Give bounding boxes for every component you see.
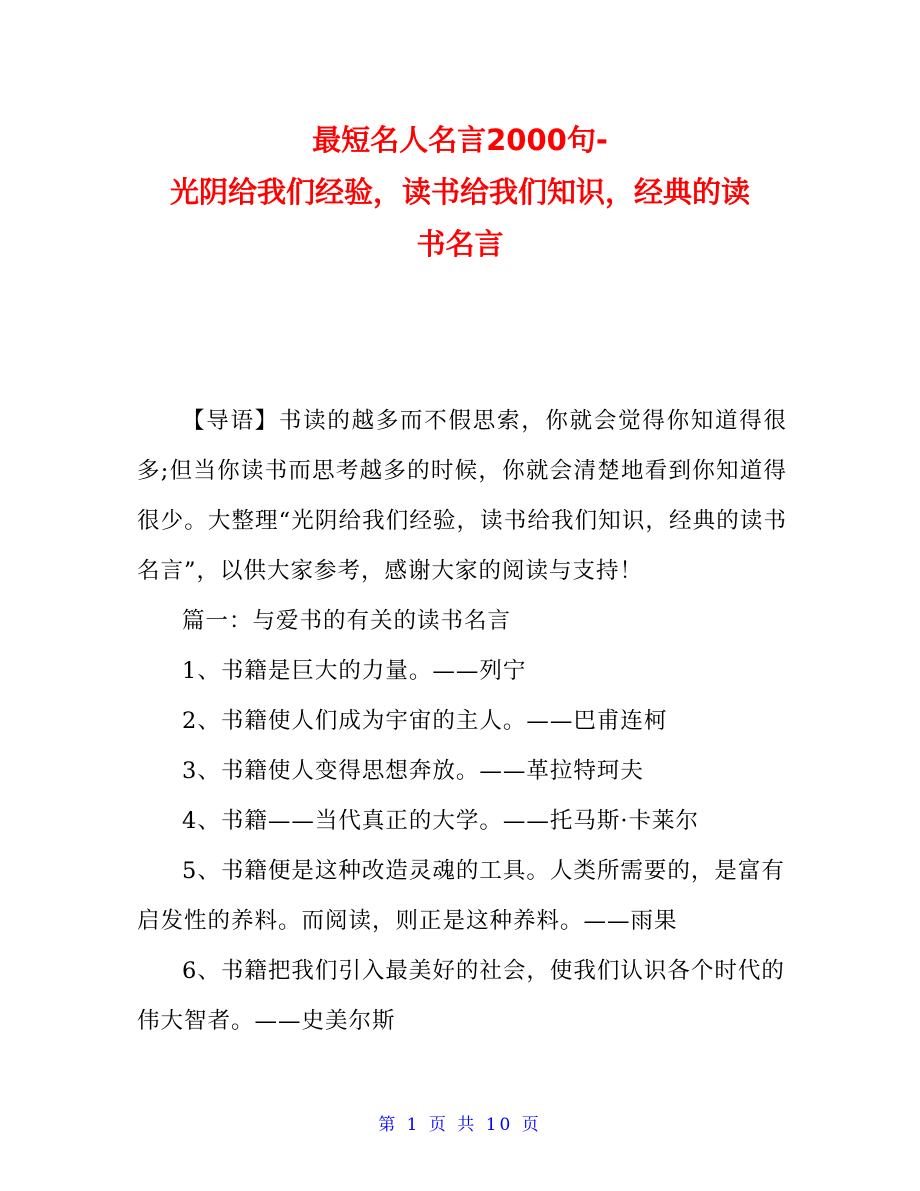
quote-item: 3、书籍使人变得思想奔放。——革拉特珂夫 [182, 758, 644, 784]
page-number-footer: 第 1 页 共 10 页 [378, 1115, 542, 1135]
quote-item: 1、书籍是巨大的力量。——列宁 [182, 658, 527, 684]
document-body [137, 396, 787, 1046]
quote-item: 6、书籍把我们引入最美好的社会，使我们认识各个时代的伟大智者。——史美尔斯 [137, 958, 785, 1034]
intro-paragraph: 【导语】书读的越多而不假思索，你就会觉得你知道得很多;但当你读书而思考越多的时候，你就会清楚地看到你知道得很少。大整理“光阴给我们经验，读书给我们知识，经典的读书名言”，以供大家参考，感谢大家的阅读与支持！ [137, 408, 787, 584]
section-heading: 篇一：与爱书的有关的读书名言 [182, 608, 512, 634]
document-title [120, 114, 800, 270]
quote-item: 2、书籍使人们成为宇宙的主人。——巴甫连柯 [182, 708, 668, 734]
quote-item: 5、书籍便是这种改造灵魂的工具。人类所需要的，是富有启发性的养料。而阅读，则正是这种养料。——雨果 [137, 858, 785, 934]
quote-item: 4、书籍——当代真正的大学。——托马斯·卡莱尔 [182, 808, 699, 834]
title-line-3: 书名言 [416, 227, 504, 261]
title-line-1: 最短名人名言2000句- [312, 123, 608, 157]
title-line-2: 光阴给我们经验，读书给我们知识，经典的读 [169, 175, 750, 209]
